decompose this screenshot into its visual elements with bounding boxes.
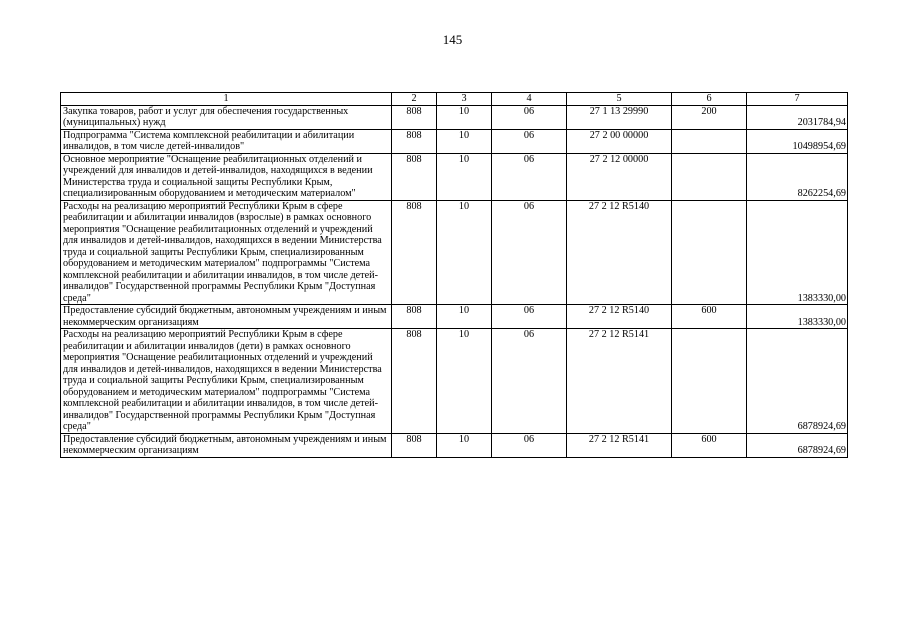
header-cell: 1 (61, 93, 392, 106)
header-cell: 6 (672, 93, 747, 106)
row-c4: 06 (492, 105, 567, 129)
row-c3: 10 (437, 105, 492, 129)
header-cell: 3 (437, 93, 492, 106)
table-row (61, 200, 848, 305)
row-c2: 808 (392, 105, 437, 129)
row-c6: 600 (672, 305, 747, 329)
row-c4: 06 (492, 200, 567, 305)
table-row (61, 433, 848, 457)
row-name: Закупка товаров, работ и услуг для обеспечения государственных (муниципальных) нужд (61, 105, 392, 129)
row-name: Расходы на реализацию мероприятий Республики Крым в сфере реабилитации и абилитации инвалидов (взрослые) в рамках основного мероприятия "Оснащение реабилитационных отделений и учреждений для инвалидов и детей-инвалидов, находящихся в ведении Министерства труда и социальной защиты Республики Крым, специализированным оборудованием и методическим материалом" подпрограммы "Система комплексной реабилитации и абилитации инвалидов, в том числе детей-инвалидов" Государственной программы Республики Крым "Доступная среда" (61, 200, 392, 305)
row-c4: 06 (492, 433, 567, 457)
row-c6 (672, 200, 747, 305)
row-name: Подпрограмма "Система комплексной реабилитации и абилитации инвалидов, в том числе детей-инвалидов" (61, 129, 392, 153)
row-c6: 600 (672, 433, 747, 457)
row-c5: 27 2 12 00000 (567, 153, 672, 200)
row-c3: 10 (437, 129, 492, 153)
table-row (61, 153, 848, 200)
row-amount: 6878924,69 (747, 433, 848, 457)
budget-table (60, 92, 848, 458)
row-c5: 27 2 00 00000 (567, 129, 672, 153)
header-cell: 5 (567, 93, 672, 106)
row-c3: 10 (437, 153, 492, 200)
row-c5: 27 2 12 R5140 (567, 305, 672, 329)
row-c2: 808 (392, 129, 437, 153)
row-amount: 10498954,69 (747, 129, 848, 153)
row-c2: 808 (392, 153, 437, 200)
row-name: Предоставление субсидий бюджетным, автономным учреждениям и иным некоммерческим организациям (61, 433, 392, 457)
row-amount: 6878924,69 (747, 329, 848, 434)
row-c2: 808 (392, 433, 437, 457)
row-c6 (672, 153, 747, 200)
row-name: Основное мероприятие "Оснащение реабилитационных отделений и учреждений для инвалидов и детей-инвалидов, находящихся в ведении Министерства труда и социальной защиты Республики Крым, специализированным оборудованием и методическим материалом" (61, 153, 392, 200)
row-amount: 1383330,00 (747, 305, 848, 329)
table-header-row (61, 93, 848, 106)
row-c5: 27 2 12 R5141 (567, 329, 672, 434)
row-c3: 10 (437, 329, 492, 434)
table-row (61, 329, 848, 434)
row-c3: 10 (437, 433, 492, 457)
row-c4: 06 (492, 129, 567, 153)
row-c3: 10 (437, 305, 492, 329)
header-cell: 2 (392, 93, 437, 106)
row-c3: 10 (437, 200, 492, 305)
row-c6: 200 (672, 105, 747, 129)
row-name: Предоставление субсидий бюджетным, автономным учреждениям и иным некоммерческим организациям (61, 305, 392, 329)
row-c4: 06 (492, 153, 567, 200)
row-c5: 27 1 13 29990 (567, 105, 672, 129)
page-number: 145 (442, 32, 463, 47)
row-c4: 06 (492, 329, 567, 434)
table-row (61, 105, 848, 129)
header-cell: 7 (747, 93, 848, 106)
row-c4: 06 (492, 305, 567, 329)
row-c5: 27 2 12 R5140 (567, 200, 672, 305)
row-name: Расходы на реализацию мероприятий Республики Крым в сфере реабилитации и абилитации инвалидов (дети) в рамках основного мероприятия "Оснащение реабилитационных отделений и учреждений для инвалидов и детей-инвалидов, находящихся в ведении Министерства труда и социальной защиты Республики Крым, специализированным оборудованием и методическим материалом" подпрограммы "Система комплексной реабилитации и абилитации инвалидов, в том числе детей-инвалидов" Государственной программы Республики Крым "Доступная среда" (61, 329, 392, 434)
header-cell: 4 (492, 93, 567, 106)
row-c5: 27 2 12 R5141 (567, 433, 672, 457)
table-row (61, 305, 848, 329)
row-amount: 2031784,94 (747, 105, 848, 129)
row-amount: 8262254,69 (747, 153, 848, 200)
row-amount: 1383330,00 (747, 200, 848, 305)
row-c2: 808 (392, 305, 437, 329)
row-c6 (672, 129, 747, 153)
table-row (61, 129, 848, 153)
row-c6 (672, 329, 747, 434)
row-c2: 808 (392, 329, 437, 434)
row-c2: 808 (392, 200, 437, 305)
